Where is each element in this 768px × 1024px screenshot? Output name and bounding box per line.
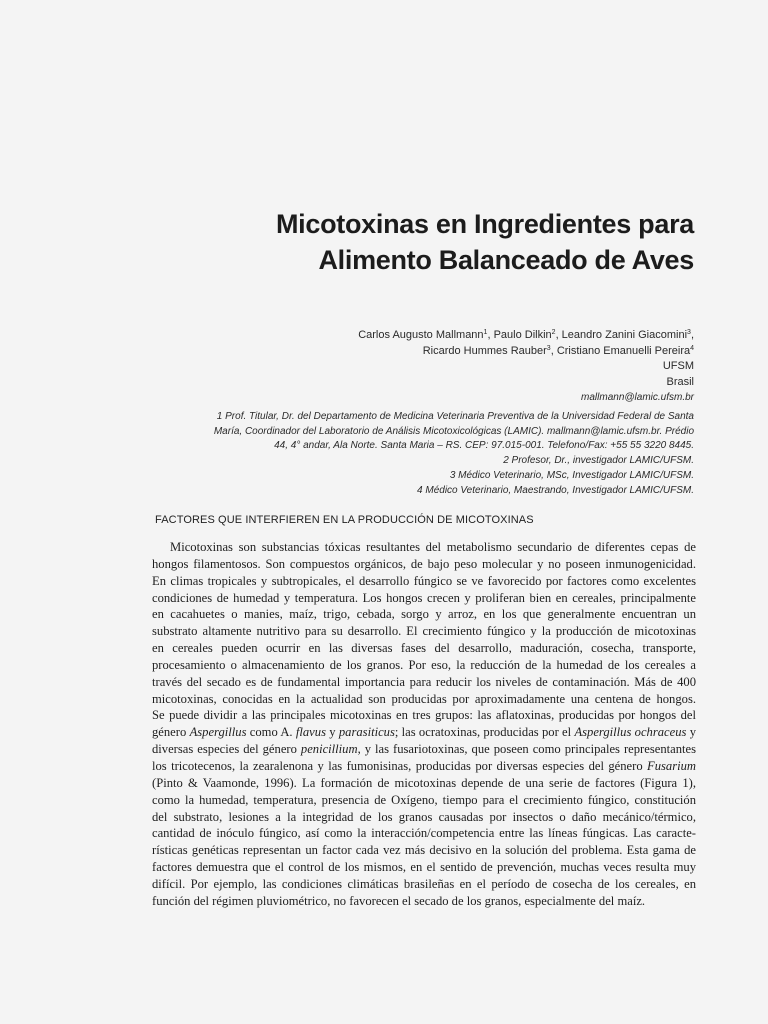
paragraph-line: difícil. Por ejemplo, las condiciones climáticas brasileñas en el período de cosecha de los cereales, en bbox=[152, 876, 696, 891]
text-run: los tricotecenos, la zearalenona y las fumonisinas, producidas por diversas especies del género bbox=[152, 758, 648, 773]
paragraph-line: como la humedad, temperatura, presencia de Oxígeno, tiempo para el crecimiento fúngico, constitución bbox=[152, 792, 696, 807]
species-name: penicillium bbox=[300, 742, 358, 757]
text-run: , y las fusariotoxinas, que poseen como principales representantes bbox=[357, 742, 696, 757]
paragraph-line: en cereales pueden ocurrir en las diversas fases del desarrollo, maduración, cosecha, transporte, bbox=[152, 641, 696, 656]
paragraph-line: factores demuestra que el control de los mismos, en el sentido de prevención, muchas veces resulta muy bbox=[152, 860, 696, 875]
author-separator: , bbox=[690, 329, 694, 341]
text-run: ; las ocratoxinas, producidas por el bbox=[394, 725, 575, 740]
paragraph-line: del substrato, lesiones a la integridad de los granos causadas por insectos o daño mecánico/térmico, bbox=[152, 809, 696, 824]
paragraph-line: Se puede dividir a las principales micotoxinas en tres grupos: las aflatoxinas, producidas por hongos del bbox=[152, 708, 696, 723]
paragraph-line: Micotoxinas son substancias tóxicas resultantes del metabolismo secundario de diferentes cepas de bbox=[170, 540, 696, 554]
paragraph-line: condiciones de humedad y temperatura. Los hongos crecen y proliferan bien en cereales, principalmente bbox=[152, 590, 696, 605]
affiliation-line: 2 Profesor, Dr., investigador LAMIC/UFSM. bbox=[503, 455, 694, 467]
text-run: y bbox=[686, 725, 696, 740]
paragraph-line: (Pinto & Vaamonde, 1996). La formación de micotoxinas depende de una serie de factores (Figura 1), bbox=[152, 775, 696, 790]
institution: UFSM bbox=[662, 360, 694, 372]
author-affiliation-mark: 3 bbox=[546, 344, 551, 352]
authors-line-2 bbox=[134, 344, 694, 360]
author-name: Carlos Augusto Mallmann bbox=[358, 329, 484, 341]
article-title bbox=[134, 206, 694, 278]
paragraph-line bbox=[152, 758, 696, 775]
text-run: género bbox=[152, 725, 190, 740]
paragraph-line: rísticas genéticas representan un factor cada vez más decisivo en la solución del problema. Esta gama de bbox=[152, 843, 696, 858]
paragraph-line: En climas tropicales y subtropicales, el desarrollo fúngico se ve favorecido por factores como excelentes bbox=[152, 573, 696, 588]
affiliation-line: María, Coordinador del Laboratorio de Análisis Micotoxicológicas (LAMIC). mallmann@lamic.ufsm.br. Prédio bbox=[213, 425, 694, 437]
paragraph-line: través del secado es de fundamental importancia para reducir los niveles de contaminación. Más de 400 bbox=[152, 674, 696, 689]
author-name: , Paulo Dilkin bbox=[487, 329, 552, 341]
author-affiliation-mark: 2 bbox=[551, 329, 556, 336]
body-paragraph bbox=[152, 539, 696, 910]
paragraph-line: substrato altamente nutritivo para su desarrollo. El crecimiento fúngico y la producción de micotoxinas bbox=[152, 624, 696, 639]
author-affiliation-mark: 3 bbox=[687, 329, 691, 336]
paragraph-line: en cacahuetes o manies, maíz, trigo, cebada, sorgo y arroz, en los que generalmente encuentran un bbox=[152, 607, 696, 622]
affiliation-line: 4 Médico Veterinario, Maestrando, Investigador LAMIC/UFSM. bbox=[417, 484, 694, 496]
author-affiliation-mark: 4 bbox=[690, 344, 694, 352]
text-run: y bbox=[325, 725, 339, 740]
title-line-2: Alimento Balanceado de Aves bbox=[318, 245, 694, 275]
paragraph-line: cantidad de inóculo fúngico, así como la interacción/competencia entre las líneas fúngicas. Las caracte- bbox=[152, 826, 696, 841]
affiliation-line: 1 Prof. Titular, Dr. del Departamento de Medicina Veterinaria Preventiva de la Universidad Federal de Santa bbox=[216, 411, 694, 422]
affiliation-line: 3 Médico Veterinario, MSc, Investigador LAMIC/UFSM. bbox=[449, 469, 694, 481]
species-name: flavus bbox=[295, 725, 326, 740]
species-name: parasiticus bbox=[338, 725, 395, 740]
contact-email: mallmann@lamic.ufsm.br bbox=[581, 392, 694, 403]
species-name: Aspergillus bbox=[189, 725, 247, 740]
paragraph-line: procesamiento o almacenamiento de los granos. Por eso, la reducción de la humedad de los cereales a bbox=[152, 657, 696, 672]
section-heading: FACTORES QUE INTERFIEREN EN LA PRODUCCIÓN DE MICOTOXINAS bbox=[155, 514, 534, 526]
author-name: , Cristiano Emanuelli Pereira bbox=[550, 344, 691, 357]
paragraph-line: hongos filamentosos. Son compuestos orgánicos, de bajo peso molecular y no poseen inmunogenicidad. bbox=[152, 556, 696, 571]
affiliations-block bbox=[134, 410, 694, 498]
paragraph-line bbox=[152, 724, 696, 741]
text-run: como A. bbox=[246, 725, 296, 740]
author-name: , Leandro Zanini Giacomini bbox=[555, 329, 688, 341]
paragraph-line bbox=[152, 741, 696, 758]
text-run: diversas especies del género bbox=[152, 742, 301, 757]
author-name: Ricardo Hummes Rauber bbox=[422, 344, 547, 357]
author-affiliation-mark: 1 bbox=[483, 329, 488, 336]
paragraph-line: micotoxinas, conocidas en la actualidad son producidas por aproximadamente una centena de hongos. bbox=[152, 691, 696, 706]
author-block bbox=[134, 328, 694, 406]
paragraph-line: función del régimen pluviométrico, no favorecen el secado de los granos, especialmente del maíz. bbox=[152, 893, 646, 908]
affiliation-line: 44, 4° andar, Ala Norte. Santa Maria – RS. CEP: 97.015-001. Telefono/Fax: +55 55 3220 8445. bbox=[274, 440, 694, 452]
title-line-1: Micotoxinas en Ingredientes para bbox=[275, 209, 694, 239]
country: Brasil bbox=[666, 375, 694, 388]
species-name: Fusarium bbox=[647, 758, 696, 773]
authors-line-1 bbox=[134, 328, 694, 344]
species-name: Aspergillus ochraceus bbox=[574, 725, 687, 740]
